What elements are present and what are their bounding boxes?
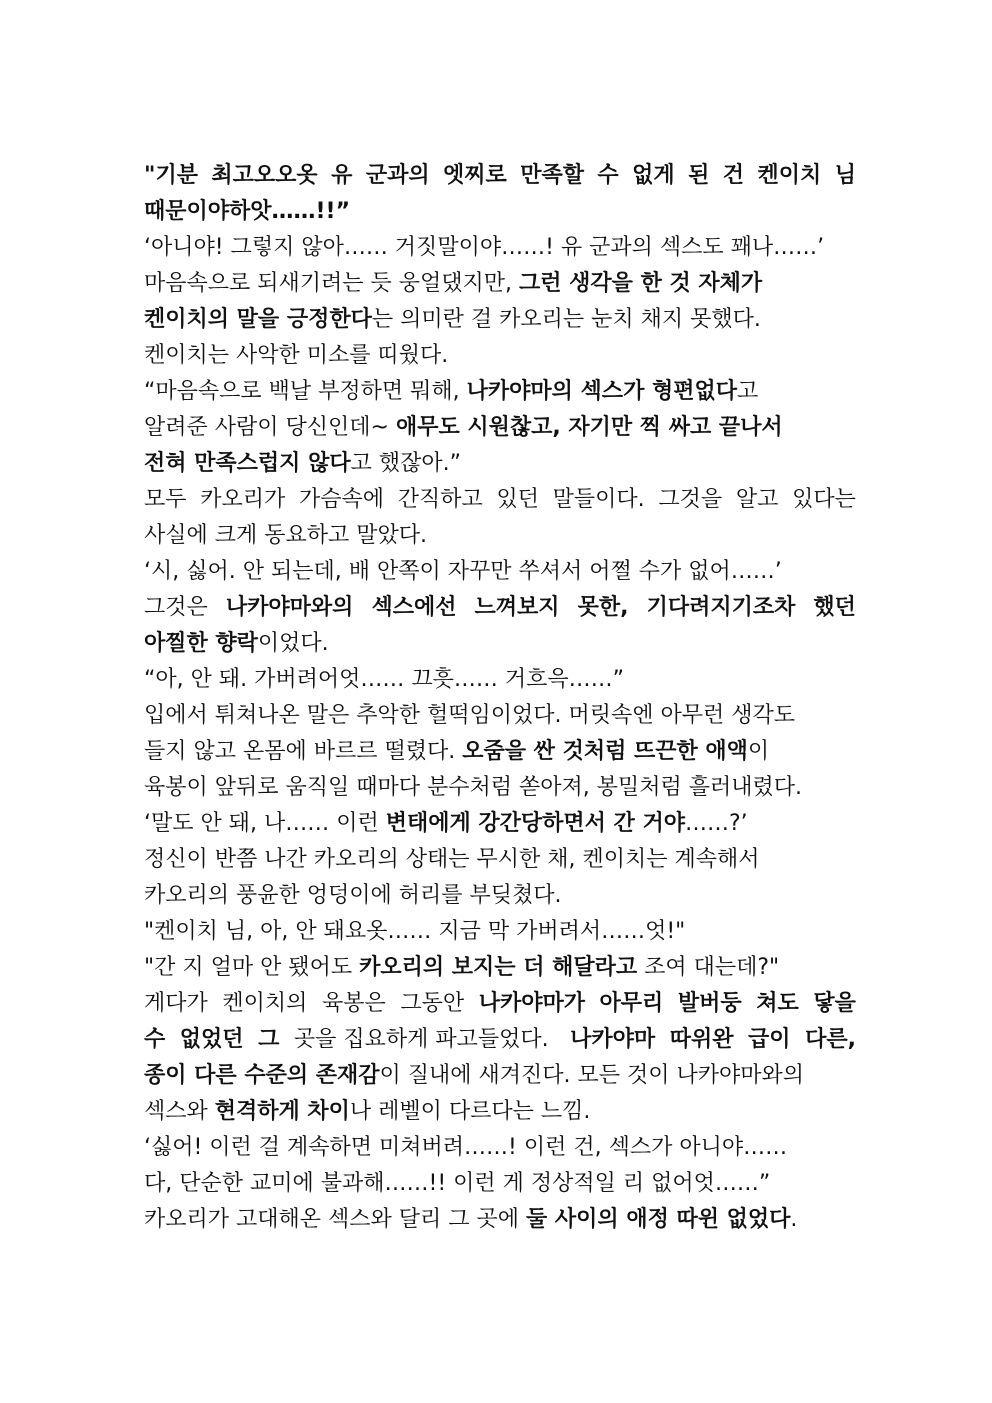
body-text: 나 레벨이 다르다는 느낌.	[349, 1099, 591, 1124]
emphasized-text: 켄이치	[757, 163, 822, 188]
body-text: 고 했잖아.”	[350, 451, 461, 476]
text-line	[144, 230, 856, 266]
text-line	[144, 914, 856, 950]
text-line	[144, 950, 856, 986]
emphasized-text: 그	[258, 1027, 280, 1052]
emphasized-text: 없게	[632, 163, 675, 188]
emphasized-text: 유	[331, 163, 353, 188]
document-page	[144, 158, 856, 1238]
emphasized-text: 최고오오옷	[211, 163, 318, 188]
body-text: 그것은	[144, 595, 208, 620]
emphasized-text: 못한,	[577, 595, 629, 620]
body-text: 그동안	[400, 991, 465, 1016]
body-text: 카오리가 고대해온 섹스와 달리 그 곳에	[144, 1207, 526, 1232]
body-text: 이었다.	[257, 631, 329, 656]
emphasized-text: 나카야마의 섹스가 형편없다	[466, 379, 737, 404]
emphasized-text: 따위완	[669, 1027, 734, 1052]
emphasized-text: 수	[597, 163, 619, 188]
body-text: “아, 안 돼. 가버려어엇…… 끄흣…… 거흐윽……”	[144, 667, 625, 692]
emphasized-text: 급이	[748, 1027, 791, 1052]
body-text: 켄이치의	[222, 991, 308, 1016]
body-text: 알려준 사람이 당신인데~	[144, 415, 396, 440]
emphasized-text: 님	[834, 163, 856, 188]
emphasized-text: 오줌을 싼 것처럼 뜨끈한 애액	[462, 739, 748, 764]
text-line	[144, 1166, 856, 1202]
text-line	[144, 410, 856, 446]
emphasized-text: 전혀 만족스럽지 않다	[144, 451, 351, 476]
body-text: 조여 대는데?"	[637, 955, 780, 980]
body-text: ‘싫어! 이런 걸 계속하면 미쳐버려……! 이런 건, 섹스가 아니야……	[144, 1135, 788, 1160]
text-line	[144, 662, 856, 698]
body-text: 입에서 튀쳐나온 말은 추악한 헐떡임이었다. 머릿속엔 아무런 생각도	[144, 703, 796, 728]
text-line	[144, 842, 856, 878]
body-text: 모두	[144, 487, 187, 512]
emphasized-text: 쳐도	[756, 991, 799, 1016]
emphasized-text: 때문이야하앗……!!”	[144, 199, 351, 224]
emphasized-text: 닿을	[813, 991, 856, 1016]
emphasized-text: 아무리	[599, 991, 664, 1016]
body-text: ……?’	[684, 811, 748, 836]
text-line	[144, 302, 856, 338]
body-text: 들지 않고 온몸에 바르르 떨렸다.	[144, 739, 463, 764]
emphasized-text: 만족할	[520, 163, 584, 188]
emphasized-text: 아찔한 향락	[144, 631, 258, 656]
body-text: .	[790, 1207, 798, 1232]
emphasized-text: 기다려지기조차	[646, 595, 796, 620]
body-text: 다, 단순한 교미에 불과해……!! 이런 게 정상적일 리 없어엇……”	[144, 1171, 771, 1196]
body-text: 고	[736, 379, 759, 404]
text-line	[144, 1130, 856, 1166]
text-line	[144, 554, 856, 590]
emphasized-text: 종이 다른 수준의 존재감	[144, 1063, 380, 1088]
emphasized-text: 섹스에선	[371, 595, 457, 620]
body-text: 는 의미란 걸 카오리는 눈치 채지 못했다.	[371, 307, 761, 332]
body-text: 곳을 집요하게 파고들었다.	[293, 1027, 556, 1052]
text-line	[144, 698, 856, 734]
text-line	[144, 986, 856, 1022]
emphasized-text: 다른,	[805, 1027, 856, 1052]
emphasized-text: 둘 사이의 애정 따윈 없었다	[526, 1207, 791, 1232]
body-text: 이 질내에 새겨진다. 모든 것이 나카야마와의	[379, 1063, 804, 1088]
text-line	[144, 770, 856, 806]
body-text: 카오리의 풍윤한 엉덩이에 허리를 부딪쳤다.	[144, 883, 562, 908]
text-line	[144, 1022, 856, 1058]
body-text: 알고	[735, 487, 779, 512]
emphasized-text: 나카야마가	[478, 991, 585, 1016]
text-line	[144, 1094, 856, 1130]
body-text: 간직하고	[397, 487, 483, 512]
emphasized-text: "기분	[144, 163, 198, 188]
body-text: 있던	[496, 487, 539, 512]
body-text: 그것을	[658, 487, 723, 512]
emphasized-text: 건	[722, 163, 745, 188]
emphasized-text: 발버둥	[677, 991, 742, 1016]
body-text: "간 지 얼마 안 됐어도	[144, 955, 360, 980]
body-text: 있다는	[792, 487, 856, 512]
text-line	[144, 338, 856, 374]
body-text: ‘아니야! 그렇지 않아…… 거짓말이야……! 유 군과의 섹스도 꽤나……’	[144, 235, 825, 260]
body-text: 마음속으로 되새기려는 듯 웅얼댔지만,	[144, 271, 519, 296]
text-line	[144, 1202, 856, 1238]
text-line	[144, 518, 856, 554]
text-line	[144, 446, 856, 482]
emphasized-text: 느껴보지	[474, 595, 560, 620]
body-text: 사실에 크게 동요하고 말았다.	[144, 523, 427, 548]
body-text: 게다가	[144, 991, 208, 1016]
body-text: ‘말도 안 돼, 나…… 이런	[144, 811, 386, 836]
body-text: 섹스와	[144, 1099, 215, 1124]
emphasized-text: 나카야마와의	[225, 595, 354, 620]
body-text: ‘시, 싫어. 안 되는데, 배 안쪽이 자꾸만 쑤셔서 어쩔 수가 없어……’	[144, 559, 782, 584]
emphasized-text: 엣찌로	[443, 163, 507, 188]
text-line	[144, 806, 856, 842]
emphasized-text: 그런 생각을 한 것 자체가	[519, 271, 763, 296]
text-line	[144, 482, 856, 518]
body-text: “마음속으로 백날 부정하면 뭐해,	[144, 379, 467, 404]
text-line	[144, 590, 856, 626]
emphasized-text: 켄이치의 말을 긍정한다	[144, 307, 372, 332]
body-text: "켄이치 님, 아, 안 돼요옷…… 지금 막 가버려서……엇!"	[144, 919, 686, 944]
emphasized-text: 카오리의 보지는 더 해달라고	[359, 955, 638, 980]
emphasized-text: 군과의	[365, 163, 430, 188]
text-line	[144, 878, 856, 914]
body-text: 켄이치는 사악한 미소를 띠웠다.	[144, 343, 449, 368]
emphasized-text: 없었던	[179, 1027, 244, 1052]
text-line	[144, 374, 856, 410]
emphasized-text: 나카야마	[570, 1027, 656, 1052]
emphasized-text: 했던	[813, 595, 856, 620]
text-line	[144, 734, 856, 770]
body-text: 정신이 반쯤 나간 카오리의 상태는 무시한 채, 켄이치는 계속해서	[144, 847, 760, 872]
text-line	[144, 194, 856, 230]
text-line	[144, 1058, 856, 1094]
emphasized-text: 애무도 시원찮고, 자기만 찍 싸고 끝나서	[395, 415, 783, 440]
body-text: 카오리가	[200, 487, 286, 512]
emphasized-text: 변태에게 강간당하면서 간 거야	[385, 811, 685, 836]
emphasized-text: 된	[688, 163, 710, 188]
text-line	[144, 626, 856, 662]
emphasized-text: 수	[144, 1027, 166, 1052]
text-line	[144, 158, 856, 194]
body-text: 가슴속에	[298, 487, 384, 512]
body-text: 육봉이 앞뒤로 움직일 때마다 분수처럼 쏟아져, 봉밀처럼 흘러내렸다.	[144, 775, 802, 800]
body-text: 육봉은	[321, 991, 386, 1016]
body-text: 이	[747, 739, 770, 764]
text-line	[144, 266, 856, 302]
body-text: 말들이다.	[552, 487, 645, 512]
emphasized-text: 현격하게 차이	[214, 1099, 350, 1124]
